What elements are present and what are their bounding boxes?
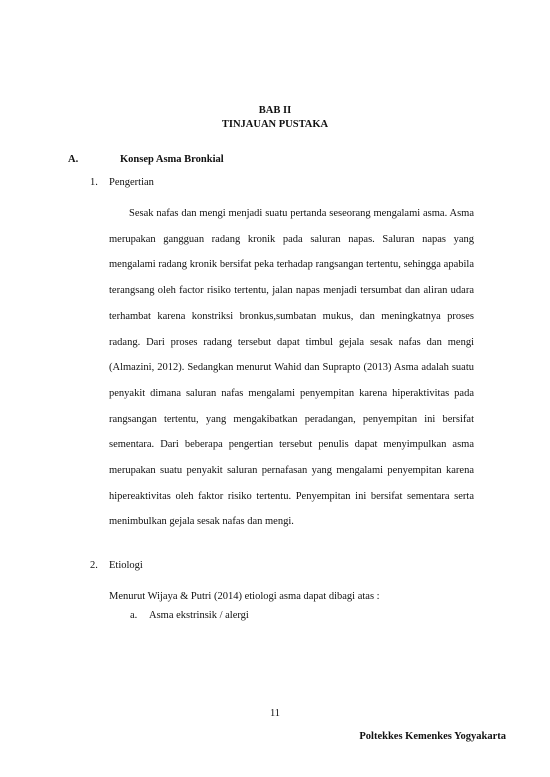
subsection-title: Pengertian [109,177,154,188]
subsection-number: 2. [90,560,98,571]
subsection-heading-pengertian [90,177,154,188]
section-heading [68,154,224,165]
section-title: Konsep Asma Bronkial [120,154,224,165]
paragraph-etiologi: Menurut Wijaya & Putri (2014) etiologi asma dapat dibagi atas : [109,591,380,602]
chapter-title: TINJAUAN PUSTAKA [221,119,329,130]
subsection-title: Etiologi [109,560,143,571]
section-letter: A. [68,154,79,165]
subsection-heading-etiologi [90,560,143,571]
subsection-number: 1. [90,177,98,188]
page-number: 11 [269,708,281,719]
list-item-text: Asma ekstrinsik / alergi [149,610,249,621]
chapter-number: BAB II [258,105,292,116]
list-item-letter: a. [130,610,138,621]
paragraph-pengertian: Sesak nafas dan mengi menjadi suatu pertanda seseorang mengalami asma. Asma merupakan gangguan radang kronik pada saluran napas. Saluran napas yang mengalami radang kronik bersifat peka terhadap rangsangan tertentu, sehingga apabila terangsang oleh factor risiko tertentu, jalan napas menjadi tersumbat dan aliran udara terhambat karena konstriksi bronkus,sumbatan mukus, dan meningkatnya proses radang. Dari proses radang tersebut dapat timbul gejala sesak nafas dan mengi (Almazini, 2012). Sedangkan menurut Wahid dan Suprapto (2013) Asma adalah suatu penyakit dimana saluran nafas mengalami penyempitan karena hiperaktivitas pada rangsangan tertentu, yang mengakibatkan peradangan, penyempitan ini bersifat sementara. Dari beberapa pengertian tersebut penulis dapat menyimpulkan asma merupakan suatu penyakit saluran pernafasan yang mengalami penyempitan karena hipereaktivitas oleh faktor risiko tertentu. Penyempitan ini bersifat sementara serta menimbulkan gejala sesak nafas dan mengi. [109,208,474,528]
list-item [130,610,249,621]
chapter-heading [0,104,550,132]
footer-institution: Poltekkes Kemenkes Yogyakarta [359,731,506,742]
